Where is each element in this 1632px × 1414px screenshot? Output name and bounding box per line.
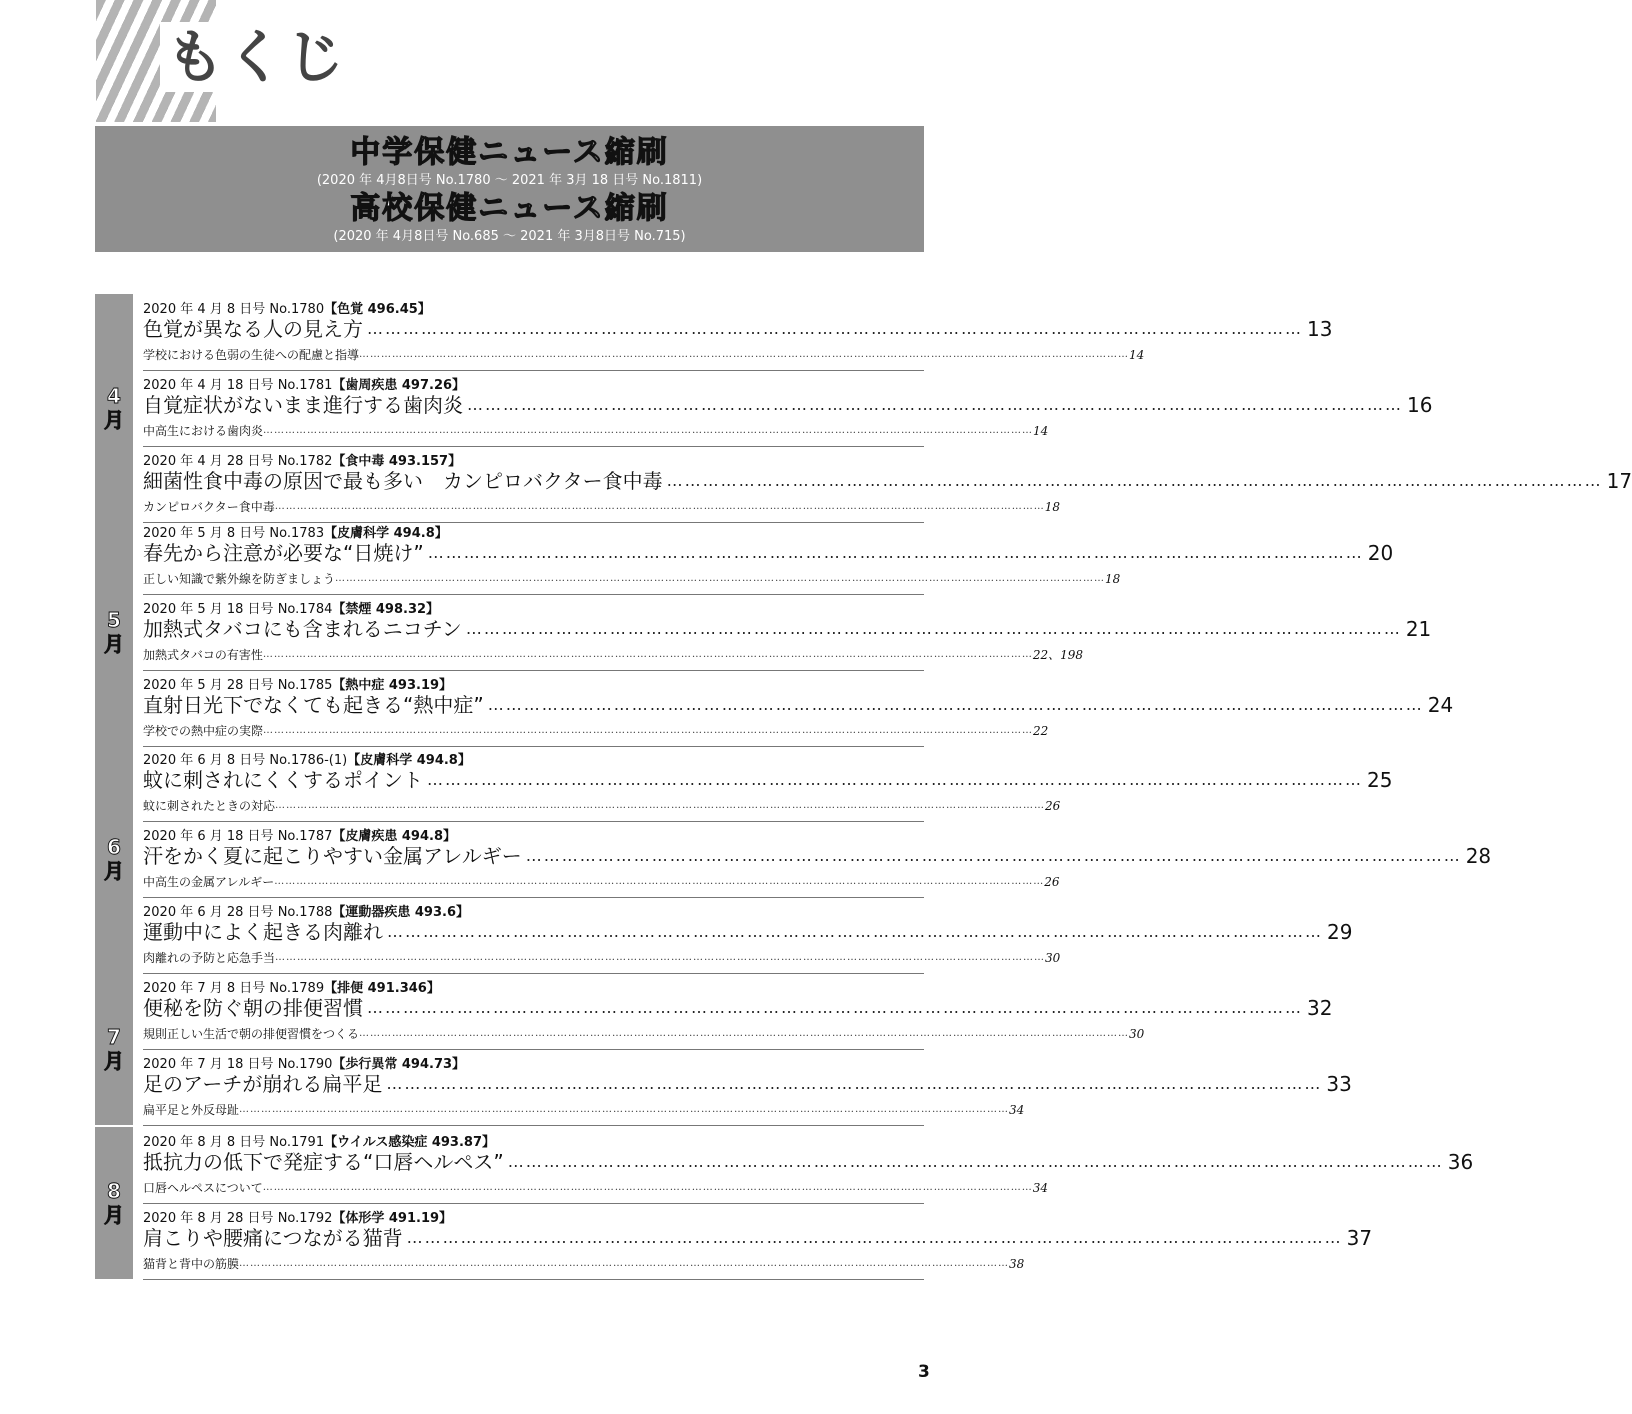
subject-tag: 【皮膚科学 494.8】 (324, 526, 448, 541)
dot-leader: ………………………………………………………………………………………………………………………………………………………………………………………… (262, 649, 1033, 660)
month-label (95, 745, 133, 973)
dot-leader: ………………………………………………………………………………………………………………………………………… (427, 543, 1364, 562)
entry-sub-page: 14 (1129, 348, 1145, 362)
month-group (95, 294, 1632, 522)
subject-tag: 【運動器疾患 493.6】 (332, 905, 470, 920)
month-number: 4 (107, 384, 121, 408)
dot-leader: ………………………………………………………………………………………………………………………………………… (387, 922, 1323, 941)
entry-title[interactable]: 加熱式タバコにも含まれるニコチン (143, 617, 462, 641)
entry-sub-page: 18 (1044, 500, 1061, 514)
month-number: 5 (107, 608, 121, 632)
entry-page: 36 (1447, 1150, 1474, 1174)
month-suffix: 月 (104, 408, 124, 432)
entry-subtitle[interactable]: 蚊に刺されたときの対応 (143, 799, 276, 813)
entry-title[interactable]: 足のアーチが崩れる扁平足 (143, 1072, 383, 1096)
toc-entry[interactable] (143, 294, 1333, 371)
month-number: 6 (107, 835, 121, 859)
entry-title-row (143, 1223, 1373, 1253)
issue-date: 2020 年 6 月 18 日号 No.1787 (143, 829, 333, 844)
issue-date: 2020 年 8 月 28 日号 No.1792 (143, 1211, 333, 1226)
entry-title[interactable]: 色覚が異なる人の見え方 (143, 317, 363, 341)
subject-tag: 【色覚 496.45】 (324, 302, 431, 317)
entry-page: 21 (1405, 617, 1432, 641)
entry-sub-row (143, 796, 1061, 816)
dot-leader: ………………………………………………………………………………………………………………………………………………………………………………………… (335, 573, 1106, 584)
entry-sub-page: 34 (1009, 1103, 1025, 1117)
entry-page: 13 (1307, 317, 1333, 341)
toc-entry[interactable] (143, 370, 1433, 447)
toc-entry[interactable] (143, 518, 1394, 595)
entry-title-row (143, 1069, 1352, 1099)
dot-leader: ………………………………………………………………………………………………………………………………………………………………………………………… (263, 425, 1034, 436)
month-number: 8 (107, 1179, 121, 1203)
toc-entry[interactable] (143, 1203, 1373, 1280)
entry-page: 16 (1407, 393, 1433, 417)
dot-leader: ………………………………………………………………………………………………………………………………………………………………………………………… (274, 876, 1045, 887)
page-number: 3 (918, 1362, 930, 1382)
issue-date: 2020 年 7 月 18 日号 No.1790 (143, 1057, 333, 1072)
subject-tag: 【歯周疾患 497.26】 (332, 378, 466, 393)
entry-title[interactable]: 蚊に刺されにくくするポイント (143, 768, 423, 792)
toc-entry[interactable] (143, 897, 1353, 974)
dot-leader: ………………………………………………………………………………………………………………………………………… (525, 846, 1462, 865)
dot-leader: ………………………………………………………………………………………………………………………………………………………………………………………… (275, 800, 1046, 811)
dot-leader: ………………………………………………………………………………………………………………………………………………………………………………………… (275, 952, 1046, 963)
entry-sub-row (143, 1178, 1049, 1198)
banner-title-high-school: 高校保健ニュース縮刷 (350, 191, 669, 226)
entry-sub-row (143, 948, 1061, 968)
entry-title[interactable]: 抵抗力の低下で発症する“口唇ヘルペス” (143, 1150, 504, 1174)
entry-sub-row (143, 569, 1121, 589)
month-number: 7 (107, 1025, 121, 1049)
entry-title-row (143, 614, 1432, 644)
subject-tag: 【皮膚疾患 494.8】 (332, 829, 457, 844)
entry-title[interactable]: 自覚症状がないまま進行する歯肉炎 (143, 393, 463, 417)
toc-entry[interactable] (143, 594, 1432, 671)
entry-sub-page: 30 (1045, 951, 1061, 965)
entry-title[interactable]: 運動中によく起きる肉離れ (143, 920, 383, 944)
subject-tag: 【歩行異常 494.73】 (332, 1057, 466, 1072)
dot-leader: ………………………………………………………………………………………………………………………………………………………………………………………… (239, 1258, 1010, 1269)
entry-page: 25 (1367, 768, 1393, 792)
month-group (95, 745, 1492, 973)
entry-title[interactable]: 直射日光下でなくても起きる“熱中症” (143, 693, 484, 717)
entry-page: 33 (1326, 1072, 1352, 1096)
issue-date: 2020 年 6 月 28 日号 No.1788 (143, 905, 333, 920)
entry-subtitle[interactable]: 加熱式タバコの有害性 (143, 648, 263, 662)
entry-sub-row (143, 1100, 1025, 1120)
subject-tag: 【食中毒 493.157】 (332, 454, 462, 469)
entry-page: 32 (1307, 996, 1333, 1020)
entry-sub-page: 34 (1032, 1181, 1049, 1195)
page-title: もくじ (160, 22, 360, 92)
issue-date: 2020 年 5 月 8 日号 No.1783 (143, 526, 325, 541)
issue-date: 2020 年 8 月 8 日号 No.1791 (143, 1135, 325, 1150)
entry-subtitle[interactable]: 扁平足と外反母趾 (143, 1103, 240, 1117)
entry-subtitle[interactable]: 学校での熱中症の実際 (143, 724, 264, 738)
entry-sub-page: 22 (1033, 724, 1049, 738)
dot-leader: ………………………………………………………………………………………………………………………………………… (465, 619, 1402, 638)
dot-leader: ………………………………………………………………………………………………………………………………………………………………………………………… (359, 1028, 1130, 1039)
entry-title-row (143, 466, 1632, 496)
entry-title[interactable]: 便秘を防ぐ朝の排便習慣 (143, 996, 363, 1020)
subject-tag: 【熱中症 493.19】 (332, 678, 453, 693)
dot-leader: ………………………………………………………………………………………………………………………………………… (367, 998, 1303, 1017)
month-group (95, 973, 1352, 1125)
entry-page: 29 (1327, 920, 1353, 944)
toc-entry[interactable] (143, 670, 1454, 747)
dot-leader: ………………………………………………………………………………………………………………………………………………………………………………………… (239, 1104, 1010, 1115)
entry-sub-page: 22、198 (1032, 648, 1084, 662)
dot-leader: ………………………………………………………………………………………………………………………………………… (367, 319, 1303, 338)
month-label (95, 294, 133, 522)
entry-subtitle[interactable]: 猫背と背中の筋膜 (143, 1257, 240, 1271)
entry-page: 17 (1606, 469, 1632, 493)
month-suffix: 月 (104, 859, 124, 883)
toc-entry[interactable] (143, 973, 1333, 1050)
entry-title-row (143, 538, 1394, 568)
entry-page: 24 (1427, 693, 1454, 717)
entry-sub-row (143, 421, 1049, 441)
entry-title[interactable]: 細菌性食中毒の原因で最も多い カンピロバクター食中毒 (143, 469, 663, 493)
entry-subtitle[interactable]: 正しい知識で紫外線を防ぎましょう (143, 572, 336, 586)
entry-sub-row (143, 872, 1060, 892)
entry-subtitle[interactable]: 中高生における歯肉炎 (143, 424, 264, 438)
subject-tag: 【禁煙 498.32】 (332, 602, 440, 617)
entry-sub-row (143, 721, 1049, 741)
month-suffix: 月 (104, 1203, 124, 1227)
entry-subtitle[interactable]: 肉離れの予防と応急手当 (143, 951, 276, 965)
toc-entry[interactable] (143, 1049, 1352, 1126)
dot-leader: ………………………………………………………………………………………………………………………………………… (507, 1152, 1444, 1171)
entry-title[interactable]: 春先から注意が必要な“日焼け” (143, 541, 424, 565)
entry-title-row (143, 917, 1353, 947)
entry-subtitle[interactable]: 中高生の金属アレルギー (143, 875, 275, 889)
toc-entry[interactable] (143, 821, 1492, 898)
title-banner (95, 126, 924, 252)
subject-tag: 【ウイルス感染症 493.87】 (324, 1135, 496, 1150)
entry-title-row (143, 390, 1433, 420)
banner-range-high-school: (2020 年 4月8日号 No.685 ～ 2021 年 3月8日号 No.715) (333, 229, 686, 244)
issue-date: 2020 年 6 月 8 日号 No.1786-(1) (143, 753, 348, 768)
entry-sub-page: 26 (1045, 799, 1061, 813)
entry-title[interactable]: 肩こりや腰痛につながる猫背 (143, 1226, 403, 1250)
entry-title-row (143, 690, 1454, 720)
dot-leader: ………………………………………………………………………………………………………………………………………………………………………………………… (262, 1182, 1033, 1193)
dot-leader: ………………………………………………………………………………………………………………………………………… (386, 1074, 1323, 1093)
toc-entry[interactable] (143, 1127, 1474, 1204)
month-group (95, 1127, 1474, 1279)
entry-sub-row (143, 345, 1145, 365)
entry-subtitle[interactable]: カンピロバクター食中毒 (143, 500, 275, 514)
dot-leader: ………………………………………………………………………………………………………………………………………… (487, 695, 1424, 714)
dot-leader: ………………………………………………………………………………………………………………………………………… (427, 770, 1363, 789)
entry-sub-row (143, 1024, 1145, 1044)
entry-sub-page: 14 (1033, 424, 1049, 438)
entry-sub-row (143, 645, 1084, 665)
issue-date: 2020 年 4 月 28 日号 No.1782 (143, 454, 333, 469)
entry-title-row (143, 1147, 1474, 1177)
dot-leader: ………………………………………………………………………………………………………………………………………… (467, 395, 1403, 414)
issue-date: 2020 年 4 月 8 日号 No.1780 (143, 302, 325, 317)
dot-leader: ………………………………………………………………………………………………………………………………………………………………………………………… (274, 501, 1045, 512)
dot-leader: ………………………………………………………………………………………………………………………………………………………………………………………… (359, 349, 1130, 360)
entry-sub-row (143, 1254, 1025, 1274)
toc-entry[interactable] (143, 446, 1632, 523)
entry-subtitle[interactable]: 規則正しい生活で朝の排便習慣をつくる (143, 1027, 360, 1041)
entry-title-row (143, 841, 1492, 871)
entry-sub-page: 26 (1044, 875, 1060, 889)
month-suffix: 月 (104, 1049, 124, 1073)
month-group (95, 518, 1454, 746)
month-suffix: 月 (104, 632, 124, 656)
entry-title[interactable]: 汗をかく夏に起こりやすい金属アレルギー (143, 844, 522, 868)
entry-sub-page: 38 (1009, 1257, 1025, 1271)
entry-subtitle[interactable]: 口唇ヘルペスについて (143, 1181, 263, 1195)
issue-date: 2020 年 4 月 18 日号 No.1781 (143, 378, 333, 393)
entry-title-row (143, 765, 1393, 795)
dot-leader: ………………………………………………………………………………………………………………………………………… (406, 1228, 1343, 1247)
entry-page: 37 (1346, 1226, 1373, 1250)
issue-date: 2020 年 7 月 8 日号 No.1789 (143, 981, 325, 996)
entry-subtitle[interactable]: 学校における色弱の生徒への配慮と指導 (143, 348, 360, 362)
entry-title-row (143, 314, 1333, 344)
issue-date: 2020 年 5 月 28 日号 No.1785 (143, 678, 333, 693)
month-label (95, 518, 133, 746)
banner-range-junior-high: (2020 年 4月8日号 No.1780 ～ 2021 年 3月 18 日号 No.1811) (316, 173, 703, 188)
subject-tag: 【排便 491.346】 (324, 981, 440, 996)
banner-title-junior-high: 中学保健ニュース縮刷 (350, 135, 669, 170)
entry-sub-page: 30 (1129, 1027, 1145, 1041)
subject-tag: 【体形学 491.19】 (332, 1211, 453, 1226)
entry-sub-page: 18 (1105, 572, 1121, 586)
month-label (95, 1127, 133, 1279)
entry-page: 20 (1367, 541, 1394, 565)
entry-title-row (143, 993, 1333, 1023)
dot-leader: ………………………………………………………………………………………………………………………………………………………………………………………… (263, 725, 1034, 736)
entry-page: 28 (1465, 844, 1492, 868)
subject-tag: 【皮膚科学 494.8】 (347, 753, 471, 768)
toc-entry[interactable] (143, 745, 1393, 822)
issue-date: 2020 年 5 月 18 日号 No.1784 (143, 602, 333, 617)
entry-sub-row (143, 497, 1061, 517)
dot-leader: ………………………………………………………………………………………………………………………………………… (666, 471, 1603, 490)
month-label (95, 973, 133, 1125)
